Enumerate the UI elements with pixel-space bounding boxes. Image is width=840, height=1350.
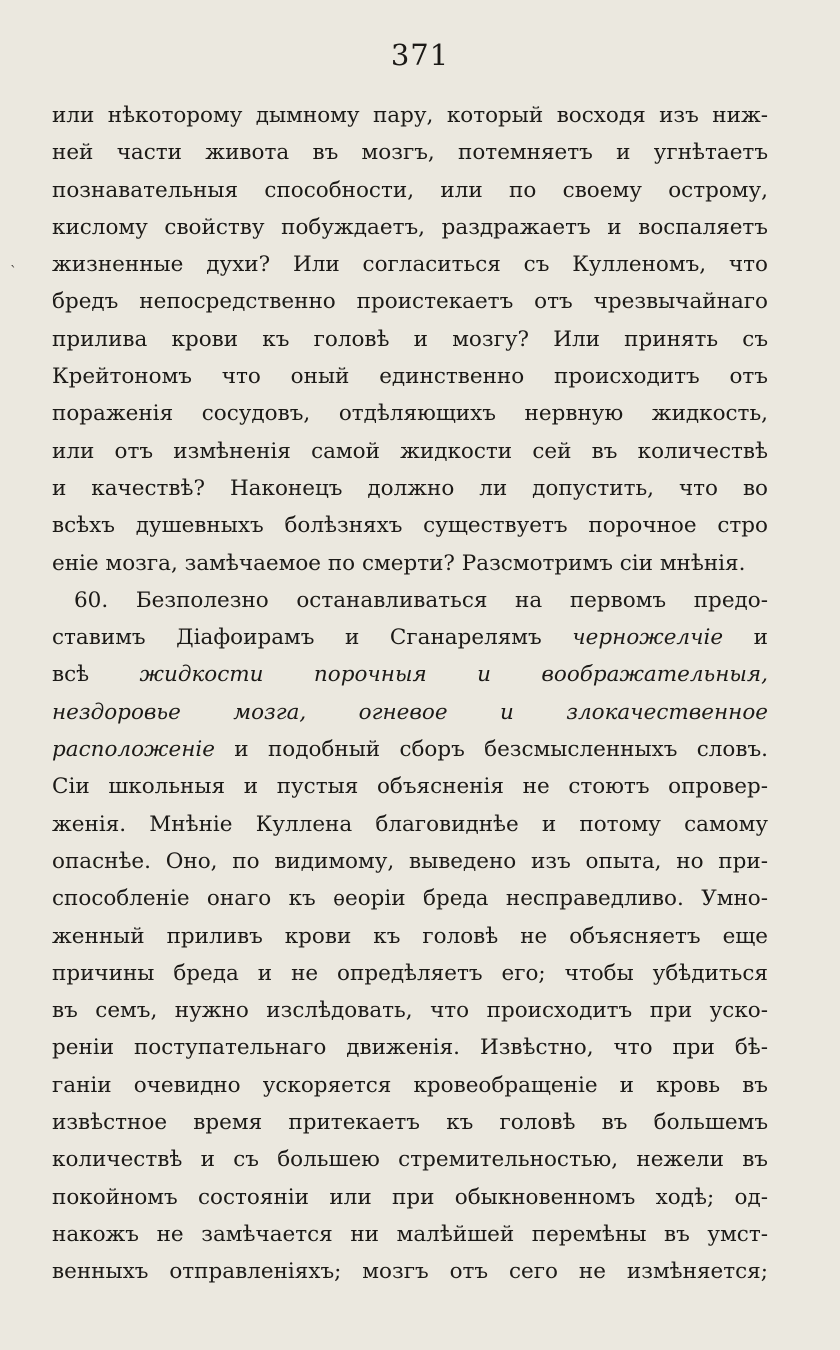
text-line [52, 283, 768, 320]
text-segment: бредъ непосредственно проистекаетъ отъ чрезвычайнаго [52, 289, 768, 315]
text-line [52, 694, 768, 731]
text-line [52, 843, 768, 880]
italic-text: нездоровье мозга, огневое и злокачественное [52, 699, 768, 725]
text-line [52, 97, 768, 134]
text-segment: познавательныя способности, или по своему острому, [52, 177, 768, 203]
text-segment: женный приливъ крови къ головѣ не объясняетъ еще [52, 923, 768, 949]
text-segment: или отъ измѣненія самой жидкости сей въ количествѣ [52, 438, 768, 464]
text-segment: венныхъ отправленіяхъ; мозгъ отъ сего не измѣняется; [52, 1259, 768, 1285]
text-line [52, 806, 768, 843]
text-line [52, 1029, 768, 1066]
text-line [52, 992, 768, 1029]
text-line [52, 1104, 768, 1141]
page-number: 371 [390, 38, 450, 72]
text-segment: ставимъ Діафоирамъ и Сганарелямъ [52, 625, 573, 651]
text-line [52, 358, 768, 395]
text-segment: пораженія сосудовъ, отдѣляющихъ нервную жидкость, [52, 401, 768, 427]
text-segment: жизненные духи? Или согласиться съ Кулленомъ, что [52, 252, 768, 278]
text-line [52, 507, 768, 544]
text-segment: ней части живота въ мозгъ, потемняетъ и угнѣтаетъ [52, 140, 768, 166]
text-line [52, 1067, 768, 1104]
body-text [52, 97, 768, 1291]
text-line [52, 880, 768, 917]
text-line [52, 246, 768, 283]
text-line [52, 395, 768, 432]
text-segment: опаснѣе. Оно, по видимому, выведено изъ опыта, но при- [52, 848, 768, 874]
text-segment: 60. Безполезно останавливаться на первомъ предо- [74, 587, 768, 613]
text-line [52, 1253, 768, 1290]
text-line [52, 209, 768, 246]
text-line [52, 656, 768, 693]
text-segment: ганіи очевидно ускоряется кровеобращеніе и кровь въ [52, 1072, 768, 1098]
text-segment: покойномъ состояніи или при обыкновенномъ ходѣ; од- [52, 1184, 768, 1210]
text-segment: реніи поступательнаго движенія. Извѣстно, что при бѣ- [52, 1035, 768, 1061]
text-line [52, 1216, 768, 1253]
text-segment: способленіе онаго къ ѳеоріи бреда несправедливо. Умно- [52, 886, 768, 912]
text-segment: накожъ не замѣчается ни малѣйшей перемѣны въ умст- [52, 1221, 768, 1247]
text-segment: кислому свойству побуждаетъ, раздражаетъ и воспаляетъ [52, 214, 768, 240]
text-line [52, 1141, 768, 1178]
text-line [52, 955, 768, 992]
text-line [52, 918, 768, 955]
text-line [52, 433, 768, 470]
text-segment: причины бреда и не опредѣляетъ его; чтобы убѣдиться [52, 960, 768, 986]
text-line [52, 172, 768, 209]
text-segment: и [723, 625, 768, 651]
margin-mark: ` [10, 264, 17, 280]
italic-text: черножелчіе [572, 625, 724, 651]
text-line [52, 731, 768, 768]
text-line [52, 470, 768, 507]
italic-text: жидкости порочныя и воображательныя, [139, 662, 768, 688]
text-segment: прилива крови къ головѣ и мозгу? Или принять съ [52, 326, 768, 352]
text-line [52, 768, 768, 805]
text-line [52, 545, 768, 582]
text-segment: всѣ [52, 662, 140, 688]
text-line [52, 582, 768, 619]
text-line [52, 619, 768, 656]
text-segment: извѣстное время притекаетъ къ головѣ въ большемъ [52, 1110, 768, 1136]
text-segment: въ семъ, нужно изслѣдовать, что происходитъ при уско- [52, 998, 768, 1024]
text-segment: женія. Мнѣніе Куллена благовиднѣе и потому самому [52, 811, 768, 837]
text-segment: и подобный сборъ безсмысленныхъ словъ. [214, 737, 768, 763]
italic-text: расположеніе [52, 737, 215, 763]
text-segment: и качествѣ? Наконецъ должно ли допустить, что во [52, 475, 768, 501]
text-line [52, 321, 768, 358]
text-line [52, 1179, 768, 1216]
text-segment: всѣхъ душевныхъ болѣзняхъ существуетъ порочное стро [52, 513, 768, 539]
text-segment: Крейтономъ что оный единственно происходитъ отъ [52, 364, 768, 390]
text-line [52, 134, 768, 171]
text-segment: Сіи школьныя и пустыя объясненія не стоютъ опровер- [52, 774, 768, 800]
text-segment: еніе мозга, замѣчаемое по смерти? Разсмотримъ сіи мнѣнія. [52, 550, 746, 576]
text-segment: или нѣкоторому дымному пару, который восходя изъ ниж- [52, 103, 768, 128]
text-segment: количествѣ и съ большею стремительностью, нежели въ [52, 1147, 768, 1173]
